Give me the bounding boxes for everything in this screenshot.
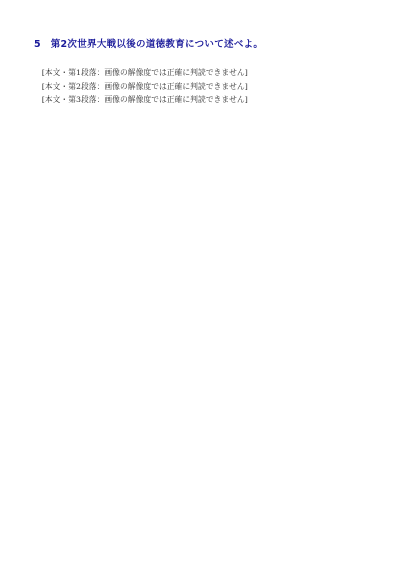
answer-paragraph-1: [本文・第1段落：画像の解像度では正確に判読できません] — [41, 68, 248, 77]
answer-body — [34, 66, 382, 107]
answer-paragraph-2: [本文・第2段落：画像の解像度では正確に判読できません] — [41, 81, 248, 91]
answer-paragraph-3: [本文・第3段落：画像の解像度では正確に判読できません] — [41, 95, 248, 105]
question-heading: 5 第2次世界大戦以後の道徳教育について述べよ。 — [34, 39, 264, 50]
